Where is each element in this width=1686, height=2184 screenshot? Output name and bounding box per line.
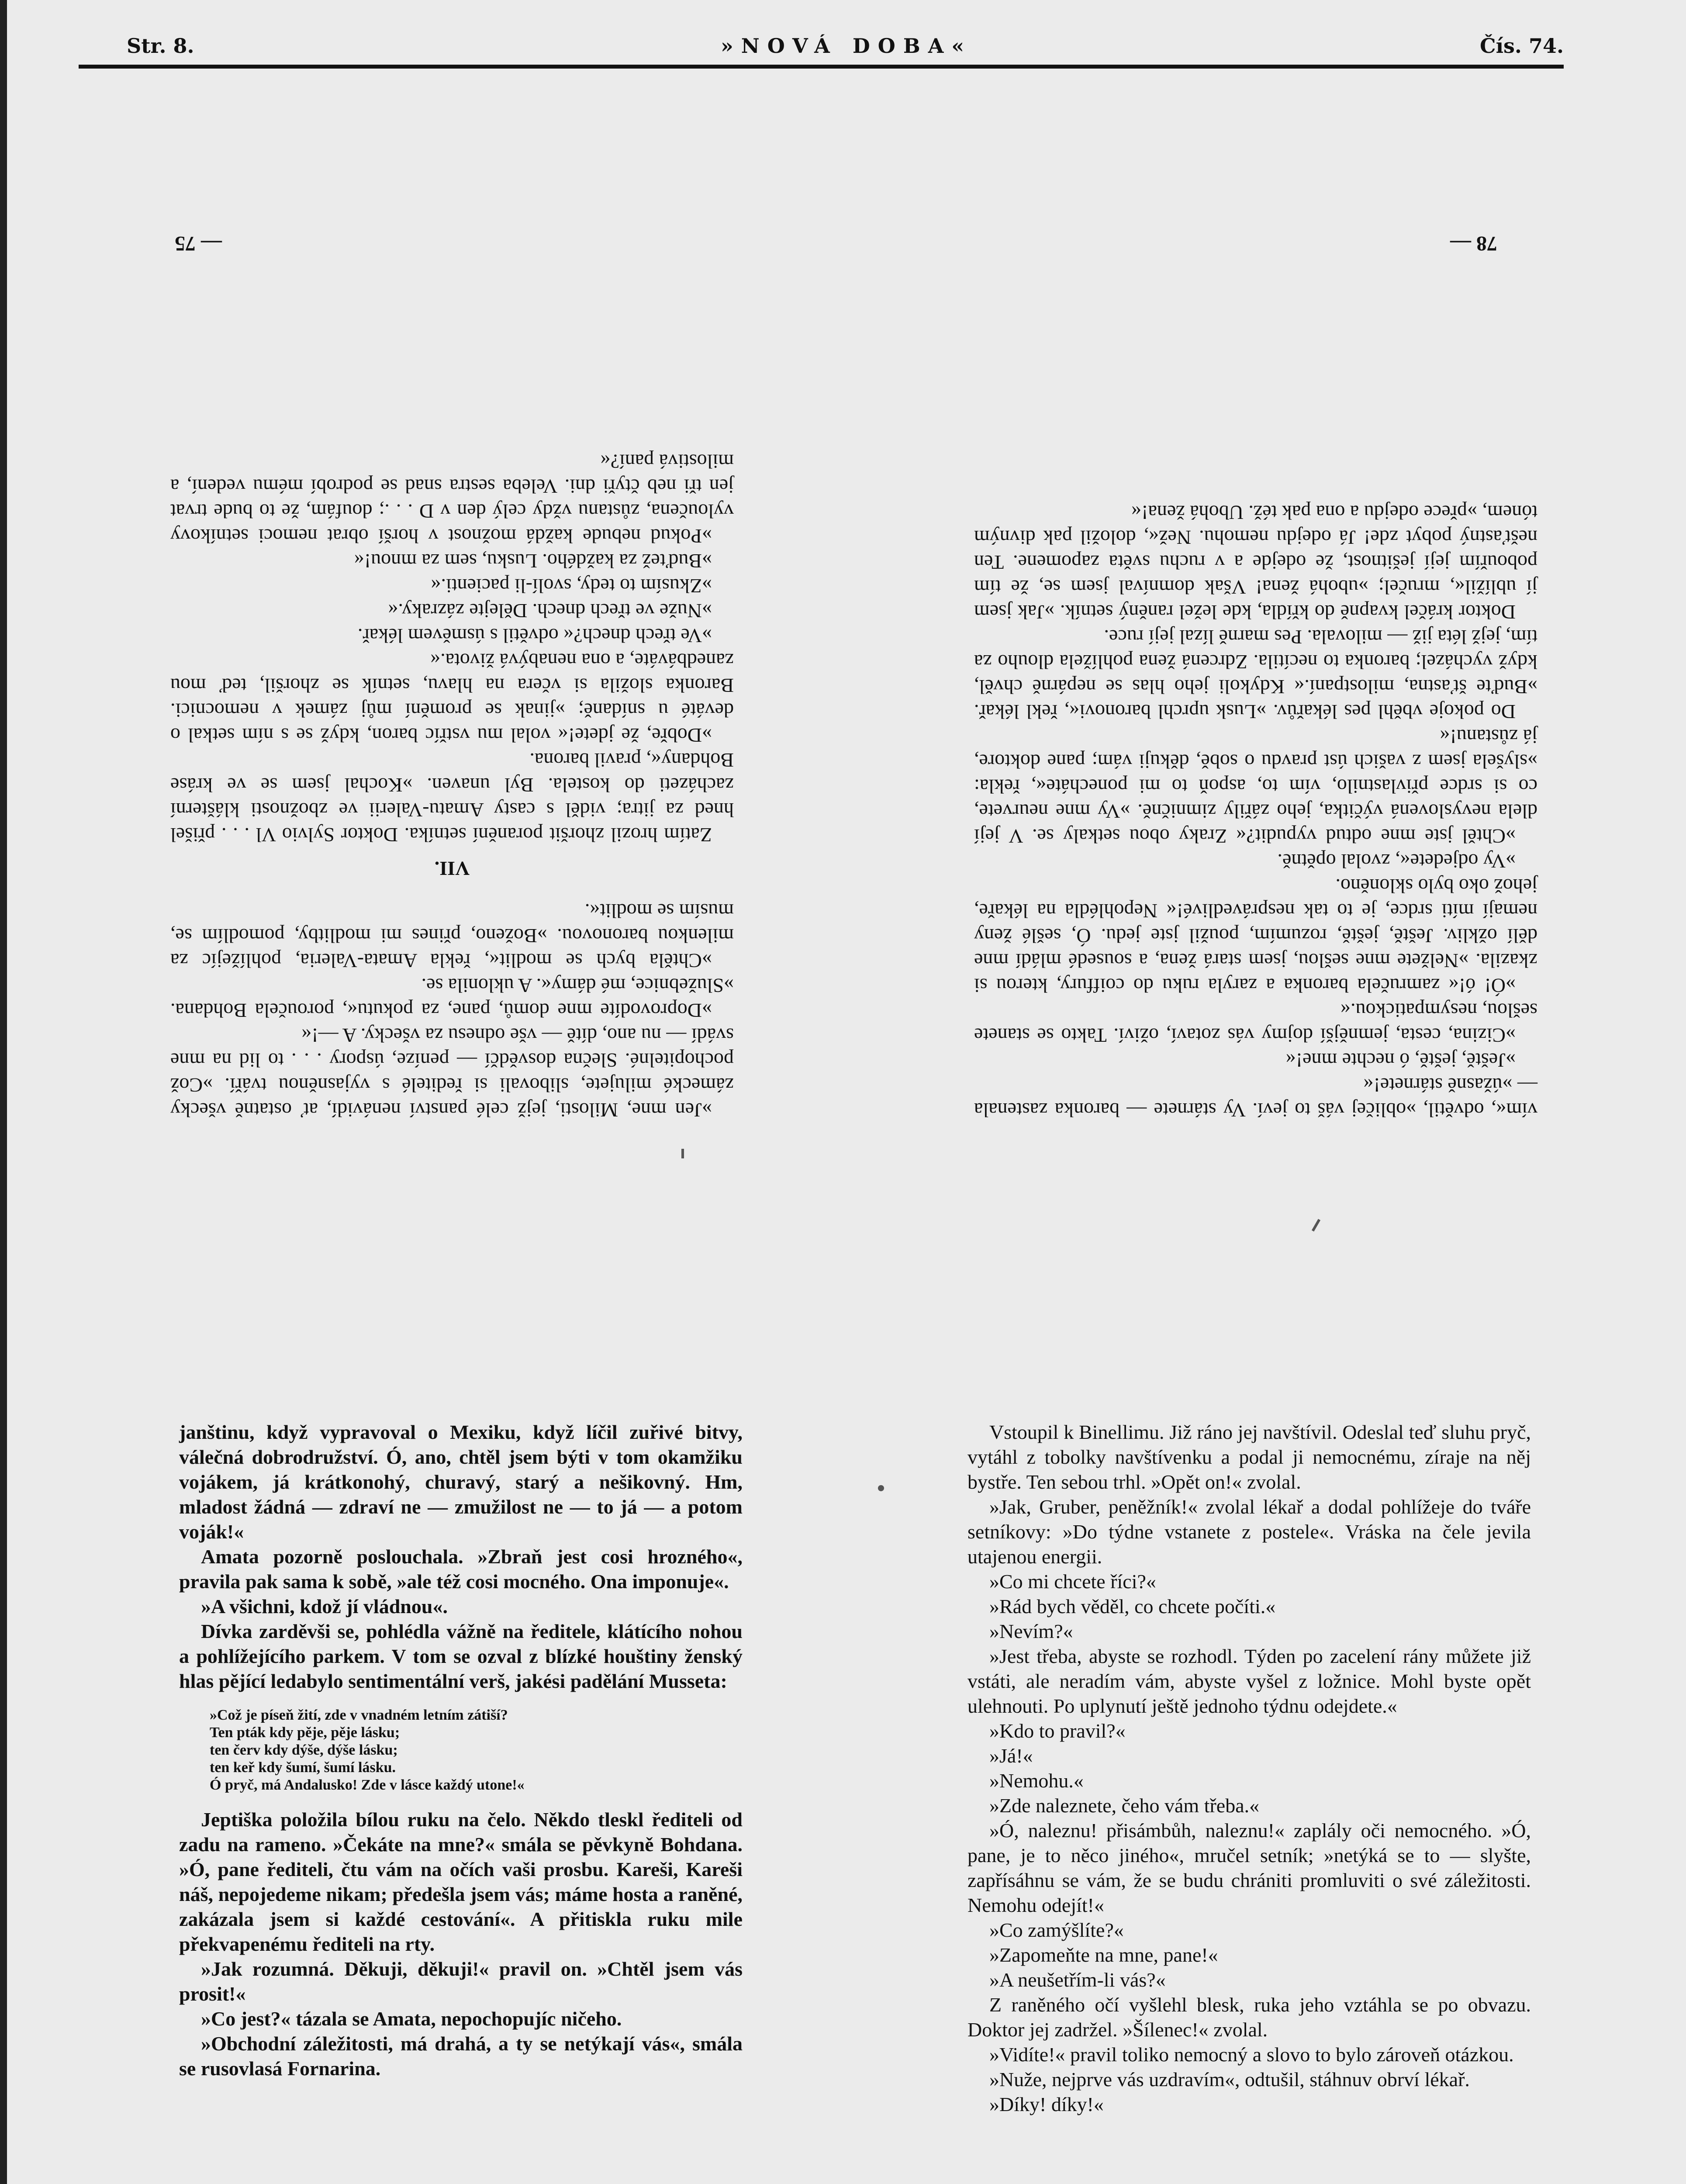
poem-quote xyxy=(210,1707,743,1794)
paragraph: »Rád bych věděl, co chcete počíti.« xyxy=(989,1595,1276,1617)
inverted-right-folio: 78 — xyxy=(1450,232,1497,255)
paragraph: »Jest třeba, abyste se rozhodl. Týden po zacelení rány můžete již vstáti, ale neradím vám, abyste vyšel z ložnice. Mohl byste opět ulehnouti. Po uplynutí ještě jednoho týdnu odejdete.« xyxy=(967,1645,1531,1717)
paragraph: »Dobře, že jdete!« volal mu vstříc baron, když se s ním setkal o deváté u snídaně; »jinak se promění můj zámek v nemocnici. Baronka složila si včera na hlavu, setník se zhoršil, teď mou zanedbáváte, a ona nenabývá života.« xyxy=(170,650,734,746)
poem-line: Ten pták kdy pěje, pěje lásku; xyxy=(210,1724,400,1741)
poem-line: Ó pryč, má Andalusko! Zde v lásce každý utone!« xyxy=(210,1777,525,1793)
paragraph: »Nuže, nejprve vás uzdravím«, odtušil, stáhnuv obrví lékař. xyxy=(989,2068,1470,2091)
paragraph: »Nemohu.« xyxy=(989,1769,1084,1792)
paragraph: »Vidíte!« pravil toliko nemocný a slovo to bylo zároveň otázkou. xyxy=(989,2043,1514,2066)
paragraph: »Cizina, cesta, jemnější dojmy vás zotaví, oživí. Takto se stanete sešlou, nesympatickou.« xyxy=(974,999,1537,1047)
scan-speck xyxy=(1312,1219,1320,1232)
paragraph: Do pokoje vběhl pes lékařův. »Lusk uprchl baronovi«, řekl lékař. »Buďte šťastna, milostpaní.« Kdykoli jeho hlas se nepárně chvěl, když vycházel; baronka to necítila. Zdrcená žena pohlížela dlouho za tím, jejž léta již — milovala. Pes marně lízal její ruce. xyxy=(974,626,1537,723)
scan-speck xyxy=(681,1149,684,1158)
paragraph: vím«, odvětil, »obličej váš to jeví. Vy stárnete — baronka zastenala — »úžasně stárnete!« xyxy=(974,1074,1537,1121)
page-header xyxy=(127,34,1564,65)
paragraph: »Ve třech dnech?« odvětil s úsměvem lékař. xyxy=(357,625,712,647)
paragraph: »Buďtež za každého. Lusku, sem za mnou!« xyxy=(354,550,712,572)
chapter-heading: VII. xyxy=(434,857,470,880)
header-issue-number: Čís. 74. xyxy=(1479,34,1564,58)
header-rule xyxy=(79,65,1564,69)
right-text-column xyxy=(967,1420,1531,2184)
paragraph: »Zkusím to tedy, svolí-li pacienti.« xyxy=(431,575,712,597)
header-title: »NOVÁ DOBA« xyxy=(721,34,972,58)
paragraph: »Chtěl jste mne odtud vypudit?« Zraky obou setkaly se. V její dlela nevyslovená výčitka, jeho zářily zimničně. »Vy mne neurvete, co si srdce přivlastnilo, vím to, aspoň to mi ponecháte«, řekla: »slyšela jsem z vašich úst pravdu o sobě, děkuji vám; pane doktore, já zůstanu!« xyxy=(974,726,1537,847)
paragraph: »Co zamýšlíte?« xyxy=(989,1919,1124,1941)
paragraph: »Pokud nebude každá možnost v horší obrat nemoci setníkovy vyloučena, zůstanu vždy celý den v D . . .; doufám, že to bude trvat jen tři neb čtyři dni. Veleba sestra snad se podrobí mému vedení, a milostivá paní?« xyxy=(170,450,734,547)
scan-left-edge xyxy=(0,0,7,2184)
paragraph: »Obchodní záležitosti, má drahá, a ty se netýkají vás«, smála se rusovlasá Fornarina. xyxy=(179,2032,743,2080)
paragraph: »Ó, naleznu! přisámbůh, naleznu!« zaplály oči nemocného. »Ó, pane, je to něco jiného«, mručel setník; »netýká se to — slyšte, zapřísáhnu se vám, že se budu chrániti promluviti o své záležitosti. Nemohu odejít!« xyxy=(967,1819,1531,1916)
paragraph: Z raněného očí vyšlehl blesk, ruka jeho vztáhla se po obvazu. Doktor jej zadržel. »Šílenec!« zvolal. xyxy=(967,1994,1531,2041)
poem-line: »Což je píseň žití, zde v vnadném letním zátiší? xyxy=(210,1707,508,1723)
paragraph: »Ještě, ještě, ó nechte mne!« xyxy=(1285,1049,1516,1071)
inverted-left-folio: — 75 xyxy=(175,232,222,255)
paragraph: Amata pozorně poslouchala. »Zbraň jest cosi hrozného«, pravila pak sama k sobě, »ale též cosi mocného. Ona imponuje«. xyxy=(179,1545,743,1593)
paragraph: Doktor kráčel kvapně do křídla, kde ležel raněný setník. »Jak jsem jí ublížil«, mručel; »ubohá žena! Však domníval jsem se, že tím pobouřím její ješitnost, že odejde a v ruchu světa zapomene. Ten nešťastný pobyt zde! Já odejdu nemohu. Než«, doložil pak divným tónem, »přece odejdu a ona pak též. Ubohá žena!« xyxy=(974,501,1537,623)
poem-line: ten červ kdy dýše, dýše lásku; xyxy=(210,1742,398,1758)
paragraph: »Co mi chcete říci?« xyxy=(989,1570,1156,1593)
paragraph: »Nevím?« xyxy=(989,1620,1073,1642)
paragraph: janštinu, když vypravoval o Mexiku, když líčil zuřivé bitvy, válečná dobrodružství. Ó, ano, chtěl jsem býti v tom okamžiku vojákem, já krátkonohý, churavý, starý a nešikovný. Hm, mladost žádná — zdraví ne — zmužilost ne — to já — a potom voják!« xyxy=(179,1421,743,1543)
paragraph: »Chtěla bych se modlit«, řekla Amata-Valeria, pohlížejíc za milenkou baronovou. »Boženo, přines mi modlitby, pomodlím se, musím se modlit«. xyxy=(170,900,734,972)
paragraph: »Kdo to pravil?« xyxy=(989,1720,1126,1742)
paragraph: »Díky! díky!« xyxy=(989,2093,1104,2115)
inverted-left-page xyxy=(170,205,734,1123)
paragraph: »Jak, Gruber, peněžník!« zvolal lékař a dodal pohlížeje do tváře setníkovy: »Do týdne vstanete z postele«. Vráska na čele jevila utajenou energii. xyxy=(967,1496,1531,1568)
paragraph: »Zde naleznete, čeho vám třeba.« xyxy=(989,1794,1260,1817)
paragraph: »Ó! ó!« zamručela baronka a zaryla ruku do coiffury, kterou si zkazila. »Nelžete mne sešlou, jsem stará žena, a sousedé mládí mne dělí ožkliv. Ještě, ještě, rozumím, použil jste jedu. Ó, sešlé ženy nemají míti srdce, je to tak nesprávedlivé!« Nepohlédla na lékaře, jehož oko bylo skloněno. xyxy=(974,875,1537,997)
paragraph: Vstoupil k Binellimu. Již ráno jej navštívil. Odeslal teď sluhu pryč, vytáhl z tobolky navštívenku a podal ji nemocnému, zíraje na něj bystře. Ten sebou trhl. »Opět on!« zvolal. xyxy=(967,1421,1531,1493)
left-text-column xyxy=(179,1420,743,2184)
paragraph: Jeptiška položila bílou ruku na čelo. Někdo tleskl řediteli od zadu na rameno. »Čekáte na mne?« smála se pěvkyně Bohdana. »Ó, pane řediteli, čtu vám na očích vaši prosbu. Kareši, Kareši náš, nepojedeme nikam; předešla jsem vás; máme hosta a raněné, zakázala jsem si každé cestování«. A přitiskla ruku mile překvapenému řediteli na rty. xyxy=(179,1808,743,1955)
paragraph: »Jen mne, Milosti, jejž celé panství nenávidí, ať ostatně všecky zámecké milujete, slibovali si ředitelé s vyjasněnou tváří. »Což pochopitelné. Slečna dosvědčí — peníze, úspory . . . to lid na mne svádí — nu ano, dítě — vše odnesu za všecky. A —!« xyxy=(170,1024,734,1121)
paragraph: »Doprovodíte mne domů, pane, za pokutu«, poroučela Bohdana. »Služebnice, mé dámy«. A uklonila se. xyxy=(170,975,734,1022)
inverted-right-page xyxy=(974,205,1537,1123)
paragraph: »Já!« xyxy=(989,1745,1033,1767)
paragraph: Zatím hrozil zhoršit poranění setníka. Doktor Sylvio Vl . . . přišel hned za jitra; viděl s casty Amatu-Valerii ve zbožnosti klášterní zacházeti do kostela. Byl unaven. »Kochal jsem se ve kráse Bohdany«, pravil barona. xyxy=(170,749,734,846)
paragraph: »Zapomeňte na mne, pane!« xyxy=(989,1944,1218,1966)
paragraph: Dívka zarděvši se, pohlédla vážně na ředitele, klátícího nohou a pohlížejícího parkem. V tom se ozval z blízké houštiny ženský hlas pějící ledabylo sentimentální verš, jakési padělání Musseta: xyxy=(179,1620,743,1692)
paragraph: »Vy odjedete«, zvolal opětně. xyxy=(1277,850,1516,872)
paragraph: »Jak rozumná. Děkuji, děkuji!« pravil on. »Chtěl jsem vás prosit!« xyxy=(179,1958,743,2005)
scan-speck xyxy=(878,1485,884,1491)
poem-line: ten keř kdy šumí, šumí lásku. xyxy=(210,1759,396,1776)
paragraph: »A všichni, kdož jí vládnou«. xyxy=(201,1595,448,1617)
header-page-number: Str. 8. xyxy=(127,34,194,58)
paragraph: »Co jest?« tázala se Amata, nepochopujíc ničeho. xyxy=(201,2008,622,2030)
paragraph: »A neušetřím-li vás?« xyxy=(989,1969,1166,1991)
paragraph: »Nuže ve třech dnech. Dělejte zázraky.« xyxy=(388,600,712,622)
